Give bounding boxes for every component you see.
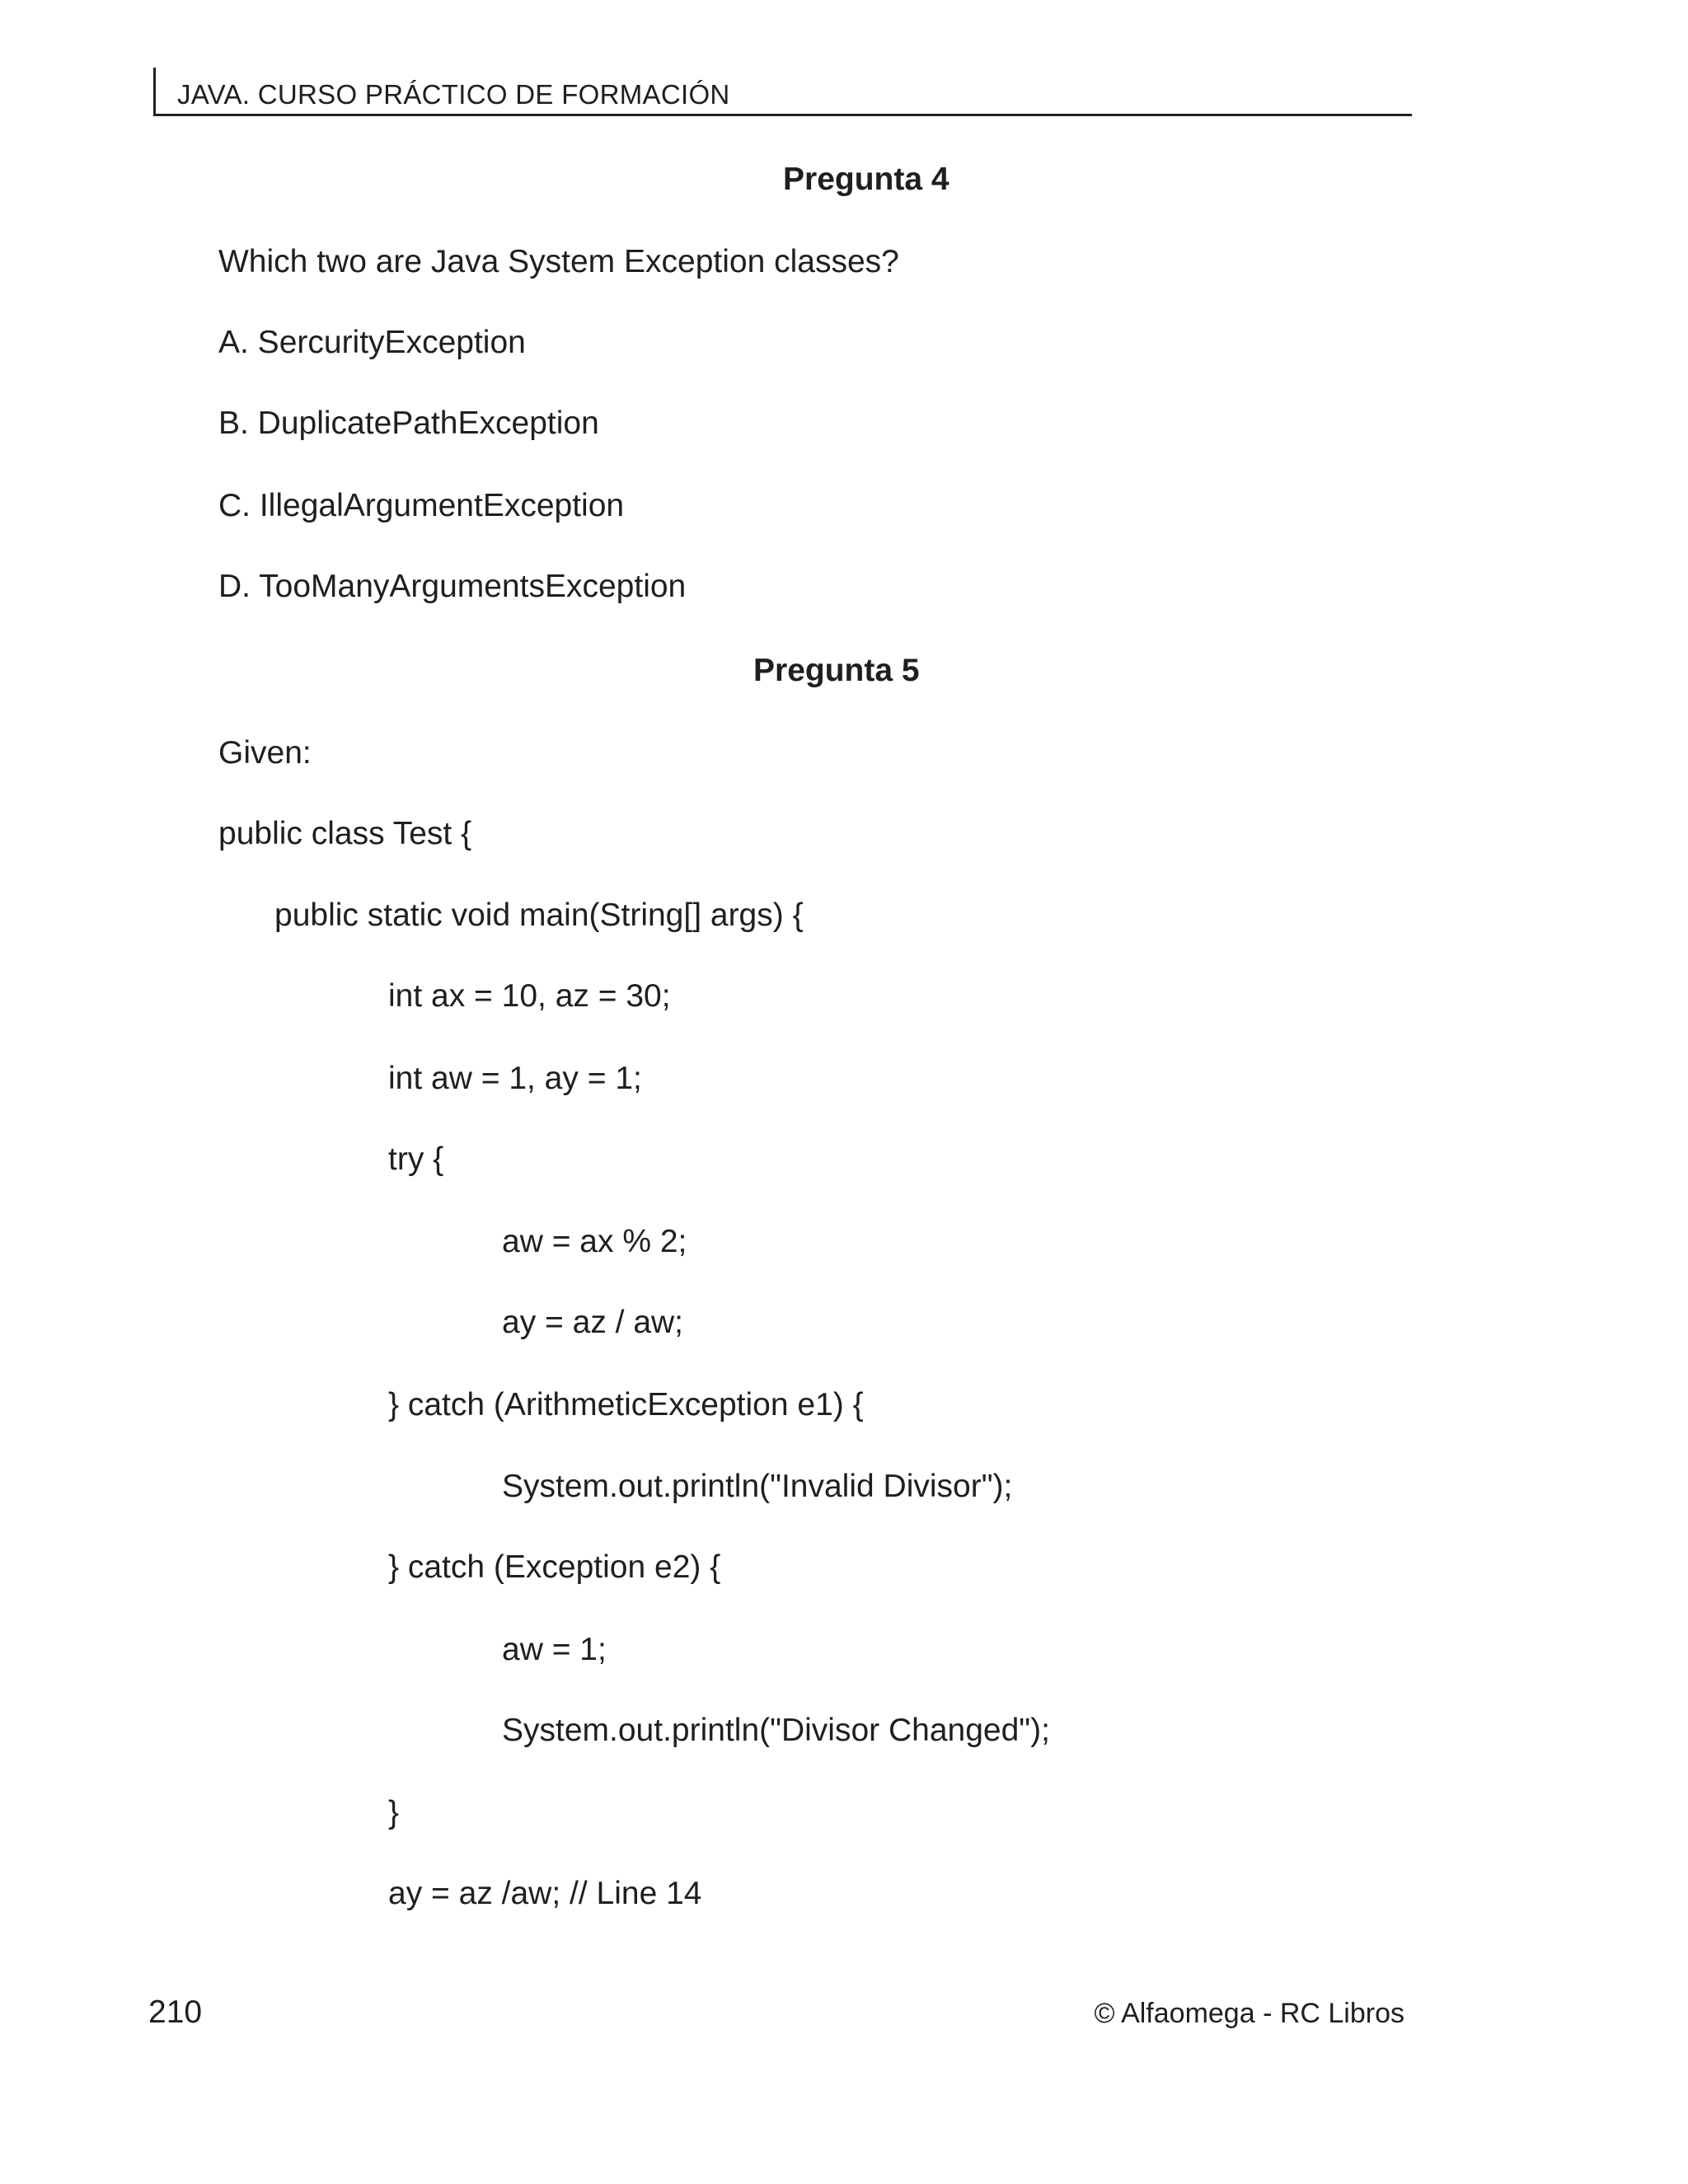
code-line: try { — [388, 1141, 444, 1177]
code-line: int ax = 10, az = 30; — [388, 978, 671, 1014]
code-line: } catch (Exception e2) { — [388, 1549, 721, 1585]
code-line: aw = ax % 2; — [502, 1224, 687, 1259]
code-line: System.out.println("Invalid Divisor"); — [502, 1469, 1013, 1504]
question-5-intro: Given: — [218, 735, 312, 771]
option-b: B. DuplicatePathException — [218, 405, 599, 441]
code-line: } — [388, 1795, 400, 1830]
option-c: C. IllegalArgumentException — [218, 488, 625, 523]
question-5-heading: Pregunta 5 — [753, 653, 920, 688]
code-line: public class Test { — [218, 816, 472, 851]
page-number: 210 — [148, 1994, 203, 2030]
code-line: ay = az /aw; // Line 14 — [388, 1876, 702, 1911]
copyright-notice: © Alfaomega - RC Libros — [1094, 1998, 1404, 2029]
running-header — [153, 68, 1412, 116]
question-4-text: Which two are Java System Exception classes? — [218, 244, 899, 279]
code-line: public static void main(String[] args) { — [274, 898, 804, 933]
code-line: aw = 1; — [502, 1632, 607, 1667]
code-line: ay = az / aw; — [502, 1305, 684, 1340]
option-a: A. SercurityException — [218, 325, 526, 360]
code-line: System.out.println("Divisor Changed"); — [502, 1713, 1050, 1748]
running-title: JAVA. CURSO PRÁCTICO DE FORMACIÓN — [177, 79, 730, 110]
option-d: D. TooManyArgumentsException — [218, 569, 687, 604]
code-line: } catch (ArithmeticException e1) { — [388, 1387, 864, 1422]
code-line: int aw = 1, ay = 1; — [388, 1061, 642, 1096]
question-4-heading: Pregunta 4 — [783, 162, 950, 197]
